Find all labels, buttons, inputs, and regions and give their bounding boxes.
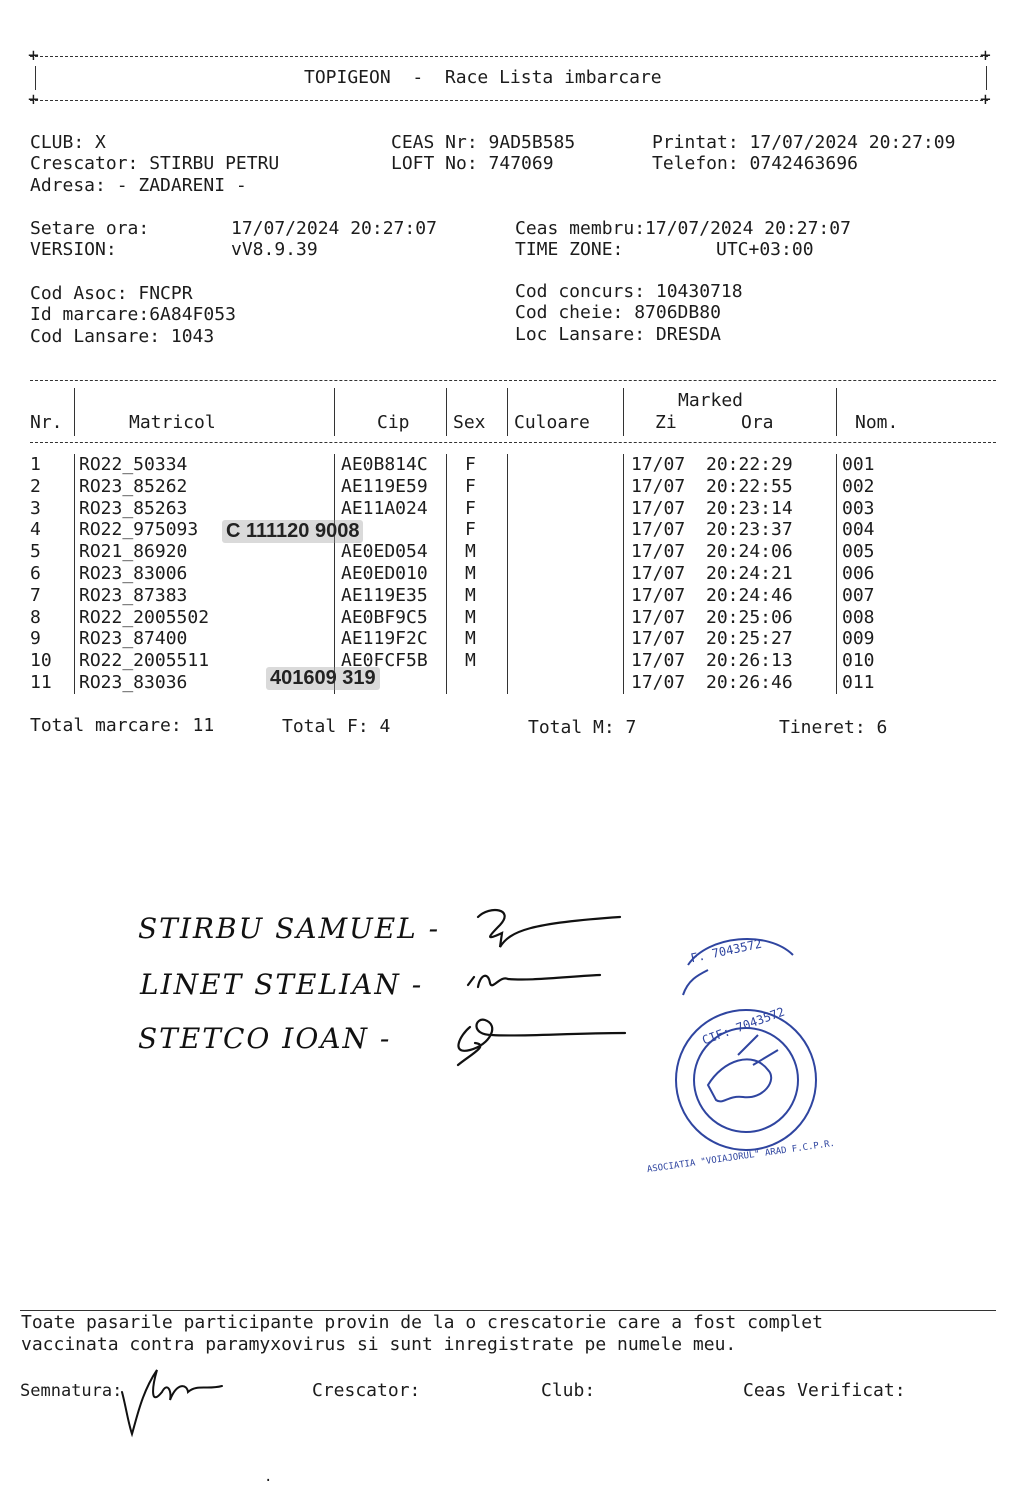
cell-cip: AE119E35	[341, 584, 428, 606]
cell-matricol: RO23_87400	[79, 628, 188, 650]
cell-cip: AE0ED054	[341, 541, 428, 563]
col-header-nr: Nr.	[30, 412, 63, 433]
header-right-bar	[986, 66, 987, 90]
column-separator	[74, 388, 75, 436]
header-plus-bl: +	[28, 89, 39, 110]
header-plus-br: +	[980, 89, 991, 110]
column-separator	[446, 388, 447, 436]
column-separator	[507, 388, 508, 436]
ceas-verificat-label: Ceas Verificat:	[743, 1380, 906, 1401]
telefon-field: Telefon: 0742463696	[652, 153, 858, 174]
cell-matricol: RO22_2005511	[79, 650, 210, 672]
cell-ora: 20:22:29	[706, 454, 793, 475]
cell-nr: 3	[30, 497, 41, 519]
page-title: TOPIGEON - Race Lista imbarcare	[304, 67, 662, 88]
cod-concurs-field: Cod concurs: 10430718	[515, 281, 743, 302]
version-value: vV8.9.39	[231, 239, 318, 260]
cell-cip: AE119F2C	[341, 628, 428, 650]
handwritten-name-1: STIRBU SAMUEL -	[138, 912, 441, 945]
club-label: Club:	[541, 1380, 596, 1401]
column-separator	[623, 454, 624, 694]
cell-ora: 20:26:46	[706, 672, 793, 693]
setare-ora-label: Setare ora:	[30, 218, 150, 239]
cell-nr: 2	[30, 475, 41, 497]
cell-ora: 20:24:46	[706, 584, 793, 606]
cell-zi: 17/07	[631, 475, 686, 497]
cell-nom: 004	[842, 519, 875, 541]
cell-ora: 20:24:21	[706, 563, 793, 584]
seal-text-ring: ASOCIATIA "VOIAJORUL" ARAD F.C.P.R.	[646, 1138, 836, 1176]
column-separator	[446, 454, 447, 694]
cell-matricol: RO22_975093	[79, 519, 199, 541]
cell-nr: 7	[30, 584, 41, 606]
cell-sex: F	[465, 497, 476, 519]
cell-sex: M	[465, 541, 476, 563]
cell-cip: AE0BF9C5	[341, 606, 428, 628]
cell-sex: M	[465, 628, 476, 650]
cell-ora: 20:23:37	[706, 519, 793, 541]
total-m: Total M: 7	[528, 717, 637, 738]
tineret: Tineret: 6	[779, 717, 888, 738]
cell-nr: 11	[30, 672, 52, 693]
cell-matricol: RO23_85262	[79, 475, 188, 497]
cell-nom: 003	[842, 497, 875, 519]
cell-nom: 005	[842, 541, 875, 563]
cod-cheie-field: Cod cheie: 8706DB80	[515, 302, 721, 323]
cell-ora: 20:22:55	[706, 475, 793, 497]
ceas-membru-field: Ceas membru:17/07/2024 20:27:07	[515, 218, 851, 239]
col-header-marked: Marked	[678, 390, 744, 411]
cell-nr: 1	[30, 454, 41, 475]
crescator-label: Crescator:	[312, 1380, 421, 1401]
adresa-field: Adresa: - ZADARENI -	[30, 175, 247, 196]
overlay-label-row11: 401609 319	[266, 667, 380, 690]
total-f: Total F: 4	[282, 716, 391, 737]
cell-sex: M	[465, 650, 476, 672]
cell-sex: F	[465, 475, 476, 497]
column-separator	[507, 454, 508, 694]
col-header-cip: Cip	[377, 412, 410, 433]
cell-sex: M	[465, 606, 476, 628]
cell-matricol: RO23_87383	[79, 584, 188, 606]
cell-cip: AE0FCF5B	[341, 650, 428, 672]
cod-lansare-field: Cod Lansare: 1043	[30, 326, 215, 347]
seal-text-mid: CIF: 7043572	[700, 1004, 787, 1048]
cell-ora: 20:25:06	[706, 606, 793, 628]
handwritten-name-3: STETCO IOAN -	[138, 1022, 392, 1055]
header-left-bar	[35, 66, 36, 90]
col-header-culoare: Culoare	[514, 412, 590, 433]
cell-nom: 011	[842, 672, 875, 693]
cell-zi: 17/07	[631, 541, 686, 563]
seal-text-top: F. 7043572	[689, 936, 763, 966]
cell-nr: 5	[30, 541, 41, 563]
header-top-border	[30, 56, 988, 57]
version-label: VERSION:	[30, 239, 117, 260]
cell-matricol: RO22_50334	[79, 454, 188, 475]
column-separator	[623, 388, 624, 436]
cell-nom: 007	[842, 584, 875, 606]
cell-zi: 17/07	[631, 672, 686, 693]
cell-zi: 17/07	[631, 606, 686, 628]
cell-sex: F	[465, 519, 476, 541]
cell-zi: 17/07	[631, 519, 686, 541]
cell-nr: 9	[30, 628, 41, 650]
cell-nom: 006	[842, 563, 875, 584]
cell-nom: 008	[842, 606, 875, 628]
col-header-zi: Zi	[655, 412, 677, 433]
cell-cip: AE0B814C	[341, 454, 428, 475]
footer-signature	[112, 1362, 232, 1442]
footer-rule	[20, 1310, 996, 1311]
column-separator	[334, 454, 335, 694]
cell-zi: 17/07	[631, 497, 686, 519]
column-separator	[334, 388, 335, 436]
crescator-field: Crescator: STIRBU PETRU	[30, 153, 280, 174]
setare-ora-value: 17/07/2024 20:27:07	[231, 218, 437, 239]
cell-nr: 8	[30, 606, 41, 628]
column-separator	[836, 454, 837, 694]
cell-nom: 001	[842, 454, 875, 475]
time-zone-label: TIME ZONE:	[515, 239, 624, 260]
cell-zi: 17/07	[631, 454, 686, 475]
cell-ora: 20:24:06	[706, 541, 793, 563]
cell-nr: 4	[30, 519, 41, 541]
cell-nom: 010	[842, 650, 875, 672]
header-bottom-border	[30, 100, 988, 101]
cell-nr: 10	[30, 650, 52, 672]
club-field: CLUB: X	[30, 132, 106, 153]
cell-ora: 20:23:14	[706, 497, 793, 519]
declaration-line-2: vaccinata contra paramyxovirus si sunt inregistrate pe numele meu.	[21, 1334, 737, 1355]
col-header-nom: Nom.	[855, 412, 899, 433]
column-separator	[836, 388, 837, 436]
col-header-matricol: Matricol	[129, 412, 216, 433]
cell-matricol: RO23_85263	[79, 497, 188, 519]
cell-sex: F	[465, 454, 476, 475]
cell-ora: 20:25:27	[706, 628, 793, 650]
stray-mark: ·	[264, 1473, 273, 1489]
table-header-border	[30, 442, 996, 443]
header-plus-tl: +	[28, 45, 39, 66]
cell-zi: 17/07	[631, 650, 686, 672]
col-header-ora: Ora	[741, 412, 774, 433]
cell-matricol: RO23_83006	[79, 563, 188, 584]
cell-sex: M	[465, 584, 476, 606]
handwritten-name-2: LINET STELIAN -	[140, 968, 424, 1001]
cell-nom: 002	[842, 475, 875, 497]
cell-cip: AE11A024	[341, 497, 428, 519]
cell-sex: M	[465, 563, 476, 584]
loc-lansare-field: Loc Lansare: DRESDA	[515, 324, 721, 345]
table-top-border	[30, 380, 996, 381]
loft-no-field: LOFT No: 747069	[391, 153, 554, 174]
handwritten-signatures	[430, 895, 650, 1085]
col-header-sex: Sex	[453, 412, 486, 433]
printat-field: Printat: 17/07/2024 20:27:09	[652, 132, 956, 153]
cell-zi: 17/07	[631, 584, 686, 606]
cell-matricol: RO22_2005502	[79, 606, 210, 628]
id-marcare-field: Id marcare:6A84F053	[30, 304, 236, 325]
cell-nom: 009	[842, 628, 875, 650]
overlay-label-row4: C 111120 9008	[222, 520, 363, 543]
header-plus-tr: +	[980, 45, 991, 66]
cell-matricol: RO21_86920	[79, 541, 188, 563]
ceas-nr-field: CEAS Nr: 9AD5B585	[391, 132, 576, 153]
column-separator	[74, 454, 75, 694]
cell-nr: 6	[30, 563, 41, 584]
declaration-line-1: Toate pasarile participante provin de la o crescatorie care a fost complet	[21, 1312, 823, 1333]
cell-zi: 17/07	[631, 563, 686, 584]
time-zone-value: UTC+03:00	[716, 239, 814, 260]
semnatura-label: Semnatura:	[20, 1381, 123, 1401]
cell-matricol: RO23_83036	[79, 672, 188, 693]
cell-zi: 17/07	[631, 628, 686, 650]
cell-cip: AE0ED010	[341, 563, 428, 584]
cell-ora: 20:26:13	[706, 650, 793, 672]
total-marcare: Total marcare: 11	[30, 715, 215, 736]
cell-cip: AE119E59	[341, 475, 428, 497]
cod-asoc-field: Cod Asoc: FNCPR	[30, 283, 193, 304]
